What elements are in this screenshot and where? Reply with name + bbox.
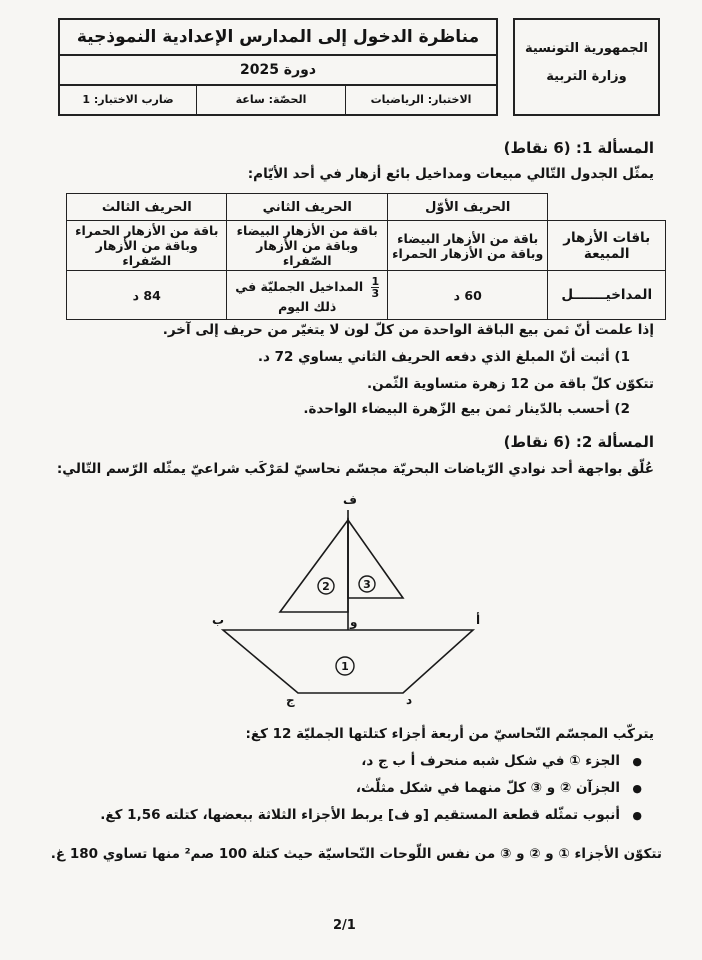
sail-part-2 — [280, 520, 348, 612]
table-cell: 84 د — [67, 271, 227, 320]
problem1-question2: 2) أحسب بالدّينار ثمن بيع الزّهرة البيضاء الواحدة. — [303, 401, 630, 417]
row-label-income: المداخيـــــــل — [548, 271, 666, 320]
part-2-label: 2 — [322, 580, 330, 593]
header-meta-row — [60, 86, 496, 114]
ministry-label: وزارة التربية — [546, 69, 627, 84]
problem2-intro: عُلّق بواجهة أحد نوادي الرّياضات البحريّة مجسّم نحاسيّ لمَرْكَب شراعيّ يمثّله الرّسم التّالي: — [56, 461, 654, 477]
sales-table — [66, 193, 666, 320]
composition-text: يتركّب المجسّم النّحاسيّ من أربعة أجزاء كتلتها الجمليّة 12 كغ: — [245, 726, 654, 742]
final-statement: تتكوّن الأجزاء ① و ② و ③ من نفس اللّوحات النّحاسيّة حيث كتلة 100 صم² منها تساوي 180 غ. — [50, 846, 662, 862]
fraction-numerator: 1 — [371, 275, 380, 288]
table-cell: باقة من الأزهار البيضاء وباقة من الأزهار الصّفراء — [227, 221, 387, 271]
table-cell: باقة من الأزهار الحمراء وباقة من الأزهار الصّفراء — [67, 221, 227, 271]
duration-label: الحصّة: ساعة — [196, 86, 346, 114]
table-header: الحريف الأوّل — [387, 194, 547, 221]
part-1-label: 1 — [341, 660, 349, 673]
subject-label: الاختبار: الرياضيات — [370, 93, 472, 106]
table-cell: باقة من الأزهار البيضاء وباقة من الأزهار الحمراء — [387, 221, 547, 271]
ministry-box — [513, 18, 660, 116]
country-label: الجمهورية التونسية — [524, 41, 649, 56]
fraction-denominator: 3 — [371, 287, 380, 300]
sailboat-diagram — [200, 490, 500, 720]
table-cell: 60 د — [387, 271, 547, 320]
table-row — [67, 271, 666, 320]
fraction-text: المداخيل الجمليّة في ذلك اليوم — [235, 279, 364, 314]
table-corner — [548, 194, 666, 221]
parts-list — [100, 748, 642, 829]
part-3-label: 3 — [363, 578, 371, 591]
table-header: الحريف الثاني — [227, 194, 387, 221]
table-header: الحريف الثالث — [67, 194, 227, 221]
problem1-intro: يمثّل الجدول التّالي مبيعات ومداخيل بائع أزهار في أحد الأيّام: — [247, 166, 654, 182]
page-number: 2/1 — [333, 918, 356, 933]
problem1-note: إذا علمت أنّ ثمن بيع الباقة الواحدة من كلّ لون لا يتغيّر من حريف إلى آخر. — [162, 322, 654, 338]
problem2-title: المسألة 2: (6 نقاط) — [503, 433, 654, 451]
label-point-f: ف — [343, 493, 357, 507]
header-info-box — [58, 18, 498, 116]
header-session-row — [60, 56, 496, 86]
row-label-bouquets: باقات الأزهار المبيعة — [548, 221, 666, 271]
label-point-b: ب — [212, 613, 225, 627]
header-title-row — [60, 20, 496, 56]
coefficient-label: ضارب الاختبار: 1 — [82, 93, 174, 106]
fraction — [371, 276, 379, 299]
table-row — [67, 221, 666, 271]
list-item: ● أنبوب تمثّله قطعة المستقيم [و ف] يربط الأجزاء الثلاثة ببعضها، كتلته 1,56 كغ. — [100, 802, 642, 829]
label-point-d: د — [406, 693, 413, 707]
label-point-o: و — [350, 615, 358, 629]
problem1-info: تتكوّن كلّ باقة من 12 زهرة متساوية الثّمن. — [366, 376, 654, 392]
table-cell-fraction — [227, 271, 387, 320]
problem1-title: المسألة 1: (6 نقاط) — [503, 139, 654, 157]
label-point-a: أ — [476, 613, 481, 627]
table-header-row — [67, 194, 666, 221]
problem1-question1: 1) أثبت أنّ المبلغ الذي دفعه الحريف الثاني يساوي 72 د. — [257, 349, 630, 365]
exam-header — [58, 18, 660, 118]
sail-part-3 — [348, 520, 403, 598]
list-item: ● الجزء ① في شكل شبه منحرف أ ب ج د، — [100, 748, 642, 775]
list-item: ● الجزآن ② و ③ كلّ منهما في شكل مثلّث، — [100, 775, 642, 802]
competition-title: مناظرة الدخول إلى المدارس الإعدادية النموذجية — [76, 27, 480, 47]
session-label: دورة 2025 — [239, 62, 317, 78]
label-point-c: ج — [286, 693, 295, 707]
